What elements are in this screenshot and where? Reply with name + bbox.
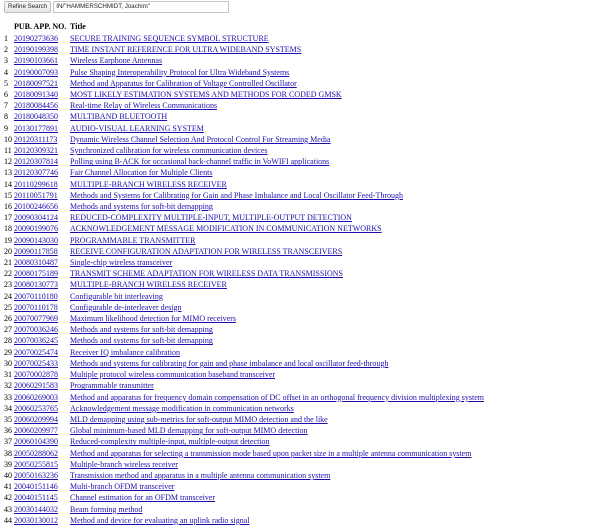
table-row: [4, 89, 484, 100]
table-row: [4, 392, 484, 403]
title-cell: [70, 347, 484, 358]
title-cell: [70, 44, 484, 55]
title-link[interactable]: PROGRAMMABLE TRANSMITTER: [70, 235, 196, 245]
title-link[interactable]: Reduced-complexity multiple-input, multiple-output detection: [70, 437, 270, 447]
row-number: 18: [4, 224, 12, 234]
row-number: 21: [4, 258, 12, 268]
row-number: 8: [4, 112, 8, 122]
row-number: 40: [4, 470, 12, 480]
title-cell: [70, 481, 484, 492]
pub-app-no-cell: [14, 414, 70, 425]
pub-app-no-link[interactable]: 20110051791: [14, 190, 58, 200]
title-cell: [70, 358, 484, 369]
title-link[interactable]: SECURE TRAINING SEQUENCE SYMBOL STRUCTURE: [70, 34, 269, 43]
title-cell: [70, 392, 484, 403]
row-number: 12: [4, 157, 12, 167]
table-row: [4, 44, 484, 55]
title-link[interactable]: MULTIBAND BLUETOOTH: [70, 112, 168, 122]
row-number: 22: [4, 269, 12, 279]
pub-app-no-link[interactable]: 20060104390: [14, 437, 58, 447]
table-row: [4, 324, 484, 335]
pub-app-no-link[interactable]: 20120309321: [14, 146, 58, 156]
table-row: [4, 347, 484, 358]
title-cell: [70, 492, 484, 503]
row-number: 5: [4, 78, 8, 88]
title-link[interactable]: Programmable transmitter: [70, 381, 154, 391]
pub-app-no-cell: [14, 425, 70, 436]
table-row: [4, 257, 484, 268]
row-number: 17: [4, 213, 12, 223]
row-number: 11: [4, 146, 12, 156]
row-number: 29: [4, 347, 12, 357]
row-number: 14: [4, 179, 12, 189]
row-number: 36: [4, 426, 12, 436]
title-cell: [70, 380, 484, 391]
row-number: 16: [4, 202, 12, 212]
table-row: [4, 179, 484, 190]
pub-app-no-cell: [14, 78, 70, 89]
title-cell: [70, 235, 484, 246]
row-number: 6: [4, 90, 8, 100]
title-link[interactable]: Acknowledgement message modification in communication networks: [70, 403, 294, 413]
pub-app-no-link[interactable]: 20120311173: [14, 134, 58, 144]
title-link[interactable]: Channel estimation for an OFDM transceiver: [70, 493, 216, 503]
table-row: [4, 190, 484, 201]
title-cell: [70, 448, 484, 459]
table-row: [4, 145, 484, 156]
row-number: 30: [4, 358, 12, 368]
pub-app-no-link[interactable]: 20050288062: [14, 448, 58, 458]
table-row: [4, 380, 484, 391]
pub-app-no-link[interactable]: 20030144032: [14, 504, 58, 514]
table-row: [4, 414, 484, 425]
pub-app-no-link[interactable]: 20070025474: [14, 347, 58, 357]
pub-app-no-cell: [14, 190, 70, 201]
row-number: 31: [4, 370, 12, 380]
row-number: 35: [4, 414, 12, 424]
title-link[interactable]: REDUCED-COMPLEXITY MULTIPLE-INPUT, MULTIPLE-OUTPUT DETECTION: [70, 213, 352, 223]
pub-app-no-link[interactable]: 20180091340: [14, 90, 58, 100]
pub-app-no-cell: [14, 179, 70, 190]
title-link[interactable]: Methods and systems for soft-bit demapping: [70, 202, 213, 212]
pub-app-no-cell: [14, 44, 70, 55]
title-cell: [70, 313, 484, 324]
pub-app-no-cell: [14, 380, 70, 391]
table-row: [4, 33, 484, 44]
pub-app-no-cell: [14, 201, 70, 212]
row-number: 2: [4, 45, 8, 55]
pub-app-no-cell: [14, 167, 70, 178]
pub-app-no-link[interactable]: 20030130012: [14, 515, 58, 525]
header-number: [4, 20, 14, 33]
row-number: 7: [4, 101, 8, 111]
title-link[interactable]: TRANSMIT SCHEME ADAPTATION FOR WIRELESS DATA TRANSMISSIONS: [70, 269, 343, 279]
row-number: 37: [4, 437, 12, 447]
title-cell: [70, 369, 484, 380]
title-link[interactable]: Transmission method and apparatus in a multiple antenna communication system: [70, 470, 331, 480]
pub-app-no-link[interactable]: 20080130773: [14, 280, 58, 290]
title-cell: [70, 212, 484, 223]
pub-app-no-cell: [14, 481, 70, 492]
pub-app-no-link[interactable]: 20070025433: [14, 358, 58, 368]
title-link[interactable]: Dynamic Wireless Channel Selection And Protocol Control For Streaming Media: [70, 134, 331, 144]
table-row: [4, 212, 484, 223]
title-link[interactable]: Methods and systems for soft-bit demapping: [70, 336, 213, 346]
pub-app-no-link[interactable]: 20080310487: [14, 258, 58, 268]
title-cell: [70, 504, 484, 515]
title-link[interactable]: AUDIO-VISUAL LEARNING SYSTEM: [70, 123, 204, 133]
title-cell: [70, 67, 484, 78]
title-cell: [70, 335, 484, 346]
row-number: 20: [4, 246, 12, 256]
pub-app-no-cell: [14, 100, 70, 111]
row-number: 38: [4, 448, 12, 458]
search-query-input[interactable]: IN/"HAMMERSCHMIDT, Joachim": [53, 1, 229, 13]
title-cell: [70, 414, 484, 425]
title-link[interactable]: RECEIVE CONFIGURATION ADAPTATION FOR WIRELESS TRANSCEIVERS: [70, 246, 343, 256]
table-row: [4, 436, 484, 447]
table-row: [4, 123, 484, 134]
row-number: 43: [4, 504, 12, 514]
pub-app-no-link[interactable]: 20060209994: [14, 414, 58, 424]
pub-app-no-link[interactable]: 20120307814: [14, 157, 58, 167]
table-row: [4, 78, 484, 89]
row-number: 25: [4, 302, 12, 312]
pub-app-no-link[interactable]: 20100246656: [14, 202, 58, 212]
table-row: [4, 134, 484, 145]
row-number: 24: [4, 291, 12, 301]
title-cell: [70, 89, 484, 100]
header-title: Title: [70, 22, 86, 31]
title-link[interactable]: Multiple-branch wireless receiver: [70, 459, 178, 469]
row-number: 39: [4, 459, 12, 469]
title-cell: [70, 179, 484, 190]
pub-app-no-link[interactable]: 20070002878: [14, 370, 58, 380]
pub-app-no-cell: [14, 111, 70, 122]
title-link[interactable]: Methods and Systems for Calibrating for Gain and Phase Imbalance and Local Oscillator Feed-Through: [70, 190, 404, 200]
title-link[interactable]: Configurable de-interleaver design: [70, 302, 182, 312]
title-link[interactable]: Configurable bit interleaving: [70, 291, 163, 301]
title-link[interactable]: Methods and systems for calibrating for gain and phase imbalance and local oscillator feed-through: [70, 358, 389, 368]
table-row: [4, 201, 484, 212]
title-link[interactable]: Methods and systems for soft-bit demapping: [70, 325, 213, 335]
pub-app-no-cell: [14, 279, 70, 290]
pub-app-no-cell: [14, 504, 70, 515]
title-cell: [70, 403, 484, 414]
row-number: 4: [4, 67, 8, 77]
row-number: 34: [4, 403, 12, 413]
pub-app-no-link[interactable]: 20080175189: [14, 269, 58, 279]
pub-app-no-cell: [14, 515, 70, 526]
pub-app-no-cell: [14, 223, 70, 234]
title-link[interactable]: Method and device for evaluating an uplink radio signal: [70, 515, 250, 525]
pub-app-no-link[interactable]: 20060291583: [14, 381, 58, 391]
pub-app-no-cell: [14, 392, 70, 403]
pub-app-no-link[interactable]: 20050255815: [14, 459, 58, 469]
pub-app-no-link[interactable]: 20090143030: [14, 235, 58, 245]
pub-app-no-link[interactable]: 20070110178: [14, 302, 58, 312]
title-link[interactable]: TIME INSTANT REFERENCE FOR ULTRA WIDEBAND SYSTEMS: [70, 45, 302, 55]
row-number: 10: [4, 134, 12, 144]
pub-app-no-cell: [14, 347, 70, 358]
row-number: 41: [4, 482, 12, 492]
pub-app-no-cell: [14, 492, 70, 503]
pub-app-no-cell: [14, 156, 70, 167]
row-number: 9: [4, 123, 8, 133]
pub-app-no-link[interactable]: 20190273636: [14, 34, 58, 43]
title-cell: [70, 100, 484, 111]
pub-app-no-link[interactable]: 20180048350: [14, 112, 58, 122]
pub-app-no-link[interactable]: 20060253765: [14, 403, 58, 413]
refine-search-bar: [4, 1, 229, 12]
pub-app-no-cell: [14, 145, 70, 156]
results-table: [4, 20, 484, 526]
table-row: [4, 100, 484, 111]
table-row: [4, 302, 484, 313]
title-link[interactable]: Method and apparatus for selecting a transmission mode based upon packet size in a multiple antenna communication system: [70, 448, 472, 458]
title-cell: [70, 223, 484, 234]
pub-app-no-cell: [14, 123, 70, 134]
title-cell: [70, 279, 484, 290]
title-cell: [70, 190, 484, 201]
pub-app-no-link[interactable]: 20070077969: [14, 314, 58, 324]
pub-app-no-cell: [14, 235, 70, 246]
row-number: 42: [4, 493, 12, 503]
pub-app-no-link[interactable]: 20180084456: [14, 101, 58, 111]
title-cell: [70, 291, 484, 302]
pub-app-no-cell: [14, 257, 70, 268]
table-row: [4, 335, 484, 346]
table-row: [4, 459, 484, 470]
pub-app-no-cell: [14, 436, 70, 447]
pub-app-no-cell: [14, 291, 70, 302]
table-row: [4, 167, 484, 178]
title-cell: [70, 302, 484, 313]
title-link[interactable]: Real-time Relay of Wireless Communications: [70, 101, 218, 111]
title-link[interactable]: Multi-branch OFDM transceiver: [70, 482, 175, 492]
pub-app-no-link[interactable]: 20040151146: [14, 482, 58, 492]
pub-app-no-cell: [14, 212, 70, 223]
table-row: [4, 246, 484, 257]
pub-app-no-link[interactable]: 20190103661: [14, 56, 58, 66]
title-cell: [70, 324, 484, 335]
results-body: [4, 33, 484, 526]
pub-app-no-link[interactable]: 20090117858: [14, 246, 58, 256]
row-number: 19: [4, 235, 12, 245]
title-cell: [70, 55, 484, 66]
results-header-row: [4, 20, 484, 33]
pub-app-no-cell: [14, 67, 70, 78]
title-cell: [70, 111, 484, 122]
table-row: [4, 279, 484, 290]
pub-app-no-link[interactable]: 20050163236: [14, 470, 58, 480]
title-cell: [70, 201, 484, 212]
row-number: 1: [4, 34, 8, 43]
table-row: [4, 313, 484, 324]
pub-app-no-cell: [14, 134, 70, 145]
table-row: [4, 291, 484, 302]
title-link[interactable]: Maximum likelihood detection for MIMO receivers: [70, 314, 236, 324]
table-row: [4, 55, 484, 66]
title-link[interactable]: MOST LIKELY ESTIMATION SYSTEMS AND METHODS FOR CODED GMSK: [70, 90, 342, 100]
title-link[interactable]: Method and Apparatus for Calibration of Voltage Controlled Oscillator: [70, 78, 297, 88]
title-link[interactable]: MULTIPLE-BRANCH WIRELESS RECEIVER: [70, 280, 227, 290]
title-cell: [70, 436, 484, 447]
title-cell: [70, 515, 484, 526]
pub-app-no-cell: [14, 324, 70, 335]
row-number: 23: [4, 280, 12, 290]
row-number: 13: [4, 168, 12, 178]
row-number: 27: [4, 325, 12, 335]
title-link[interactable]: Fair Channel Allocation for Multiple Clients: [70, 168, 213, 178]
row-number: 32: [4, 381, 12, 391]
table-row: [4, 369, 484, 380]
title-link[interactable]: Method and apparatus for frequency domain compensation of DC offset in an orthogonal frequency division multiplexing system: [70, 392, 484, 402]
pub-app-no-link[interactable]: 20070036246: [14, 325, 58, 335]
table-row: [4, 492, 484, 503]
table-row: [4, 448, 484, 459]
title-cell: [70, 78, 484, 89]
title-cell: [70, 145, 484, 156]
pub-app-no-link[interactable]: 20190199398: [14, 45, 58, 55]
pub-app-no-link[interactable]: 20090199076: [14, 224, 58, 234]
title-link[interactable]: MULTIPLE-BRANCH WIRELESS RECEIVER: [70, 179, 227, 189]
table-row: [4, 156, 484, 167]
pub-app-no-cell: [14, 369, 70, 380]
title-cell: [70, 257, 484, 268]
pub-app-no-link[interactable]: 20110299618: [14, 179, 58, 189]
title-link[interactable]: Beam forming method: [70, 504, 143, 514]
pub-app-no-cell: [14, 313, 70, 324]
row-number: 15: [4, 190, 12, 200]
title-link[interactable]: Receiver IQ imbalance calibration: [70, 347, 180, 357]
table-row: [4, 504, 484, 515]
title-link[interactable]: Multiple protocol wireless communication baseband transceiver: [70, 370, 276, 380]
table-row: [4, 403, 484, 414]
header-pub-app-no: PUB. APP. NO.: [14, 22, 67, 31]
table-row: [4, 235, 484, 246]
title-link[interactable]: Polling using B-ACK for occasional back-channel traffic in VoWIFI applications: [70, 157, 330, 167]
table-row: [4, 470, 484, 481]
row-number: 28: [4, 336, 12, 346]
table-row: [4, 515, 484, 526]
pub-app-no-cell: [14, 459, 70, 470]
row-number: 26: [4, 314, 12, 324]
pub-app-no-link[interactable]: 20190007093: [14, 67, 58, 77]
pub-app-no-cell: [14, 89, 70, 100]
pub-app-no-link[interactable]: 20060269003: [14, 392, 58, 402]
title-cell: [70, 246, 484, 257]
pub-app-no-cell: [14, 358, 70, 369]
title-cell: [70, 167, 484, 178]
table-row: [4, 67, 484, 78]
title-cell: [70, 268, 484, 279]
title-link[interactable]: MLD demapping using sub-metrics for soft-output MIMO detection and the like: [70, 414, 328, 424]
table-row: [4, 268, 484, 279]
title-cell: [70, 425, 484, 436]
row-number: 44: [4, 515, 12, 525]
table-row: [4, 111, 484, 122]
table-row: [4, 358, 484, 369]
pub-app-no-link[interactable]: 20070036245: [14, 336, 58, 346]
title-cell: [70, 123, 484, 134]
pub-app-no-link[interactable]: 20130177891: [14, 123, 58, 133]
title-link[interactable]: Wireless Earphone Antennas: [70, 56, 163, 66]
title-cell: [70, 33, 484, 44]
pub-app-no-cell: [14, 448, 70, 459]
pub-app-no-cell: [14, 268, 70, 279]
pub-app-no-cell: [14, 335, 70, 346]
pub-app-no-link[interactable]: 20180097521: [14, 78, 58, 88]
pub-app-no-cell: [14, 302, 70, 313]
title-link[interactable]: Global minimum-based MLD demapping for soft-output MIMO detection: [70, 426, 308, 436]
title-cell: [70, 156, 484, 167]
pub-app-no-link[interactable]: 20060209977: [14, 426, 58, 436]
pub-app-no-cell: [14, 33, 70, 44]
pub-app-no-cell: [14, 55, 70, 66]
title-link[interactable]: Pulse Shaping Interoperability Protocol for Ultra Wideband Systems: [70, 67, 290, 77]
title-cell: [70, 470, 484, 481]
title-cell: [70, 459, 484, 470]
table-row: [4, 481, 484, 492]
table-row: [4, 223, 484, 234]
pub-app-no-cell: [14, 246, 70, 257]
pub-app-no-link[interactable]: 20040151145: [14, 493, 58, 503]
table-row: [4, 425, 484, 436]
title-link[interactable]: Single-chip wireless transceiver: [70, 258, 173, 268]
pub-app-no-cell: [14, 403, 70, 414]
pub-app-no-cell: [14, 470, 70, 481]
title-link[interactable]: ACKNOWLEDGEMENT MESSAGE MODIFICATION IN COMMUNICATION NETWORKS: [70, 224, 382, 234]
refine-search-button[interactable]: Refine Search: [4, 1, 51, 13]
pub-app-no-link[interactable]: 20090304124: [14, 213, 58, 223]
row-number: 3: [4, 56, 8, 66]
title-cell: [70, 134, 484, 145]
title-link[interactable]: Synchronized calibration for wireless communication devices: [70, 146, 268, 156]
pub-app-no-link[interactable]: 20120307746: [14, 168, 58, 178]
row-number: 33: [4, 392, 12, 402]
pub-app-no-link[interactable]: 20070110180: [14, 291, 58, 301]
